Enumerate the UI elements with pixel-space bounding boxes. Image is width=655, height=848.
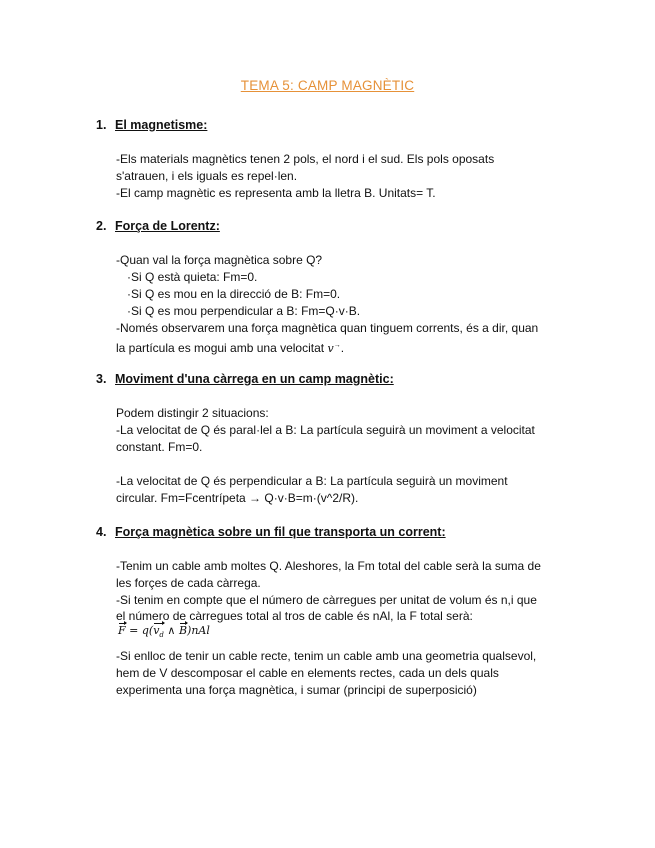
section-heading-2 (96, 219, 220, 233)
velocity-vector-symbol: v (327, 342, 334, 355)
paragraph-line: -Els materials magnètics tenen 2 pols, el nord i el sud. Els pols oposats (116, 152, 495, 166)
paragraph-line: s'atrauen, i els iguals es repel·len. (116, 169, 298, 183)
formula-subscript: d (159, 631, 164, 640)
section-title: El magnetisme: (115, 118, 208, 132)
paragraph-line: la partícula es mogui amb una velocitat v→. (116, 341, 345, 355)
formula-part: = q( (125, 624, 154, 637)
section-heading-3 (96, 372, 394, 386)
force-vector: F (118, 624, 126, 637)
section-title: Força magnètica sobre un fil que transporta un corrent: (115, 525, 446, 539)
section-heading-1 (96, 118, 207, 132)
paragraph-line: constant. Fm=0. (116, 440, 203, 454)
paragraph-line: circular. Fm=Fcentrípeta → Q·v·B=m·(v^2/R). (116, 491, 359, 505)
section-number: 4. (96, 525, 107, 539)
section-title: Força de Lorentz: (115, 219, 220, 233)
paragraph-line: -Quan val la força magnètica sobre Q? (116, 253, 323, 267)
section-heading-4 (96, 525, 446, 539)
section-number: 1. (96, 118, 107, 132)
section-number: 2. (96, 219, 107, 233)
paragraph-line: les forçes de cada càrrega. (116, 576, 261, 590)
paragraph-line: -Tenim un cable amb moltes Q. Aleshores, la Fm total del cable serà la suma de (116, 559, 541, 573)
page-title: TEMA 5: CAMP MAGNÈTIC (240, 78, 415, 93)
paragraph-line: -La velocitat de Q és paral·lel a B: La partícula seguirà un moviment a velocitat (116, 423, 535, 437)
bullet-line: ·Si Q està quieta: Fm=0. (127, 270, 258, 284)
paragraph-line: -Si tenim en compte que el número de càrregues per unitat de volum és n,i que (116, 593, 537, 607)
formula-part: v (153, 624, 160, 637)
paragraph-text: . (340, 341, 345, 355)
drift-velocity-vector (153, 624, 164, 639)
paragraph-line: -El camp magnètic es representa amb la lletra B. Unitats= T. (116, 186, 436, 200)
paragraph-line: el número de càrregues total al tros de cable és nAl, la F total serà: (116, 609, 473, 623)
paragraph-line: -Si enlloc de tenir un cable recte, tenim un cable amb una geometria qualsevol, (116, 649, 537, 663)
field-vector: B (178, 624, 188, 637)
paragraph-line: hem de V descomposar el cable en elements rectes, cada un dels quals (116, 666, 499, 680)
section-title: Moviment d'una càrrega en un camp magnètic: (115, 372, 394, 386)
paragraph-line: Podem distingir 2 situacions: (116, 406, 269, 420)
section-number: 3. (96, 372, 107, 386)
bullet-line: ·Si Q es mou en la direcció de B: Fm=0. (127, 287, 341, 301)
bullet-line: ·Si Q es mou perpendicular a B: Fm=Q·v·B. (127, 304, 361, 318)
paragraph-line: -La velocitat de Q és perpendicular a B: La partícula seguirà un moviment (116, 474, 508, 488)
formula-part: ∧ (163, 624, 179, 637)
lorentz-wire-formula (118, 624, 210, 639)
formula-part: )nAl (187, 624, 210, 637)
paragraph-line: -Només observarem una força magnètica quan tinguem corrents, és a dir, quan (116, 321, 539, 335)
paragraph-text: la partícula es mogui amb una velocitat (116, 341, 325, 355)
paragraph-line: experimenta una força magnètica, i sumar (principi de superposició) (116, 683, 477, 697)
